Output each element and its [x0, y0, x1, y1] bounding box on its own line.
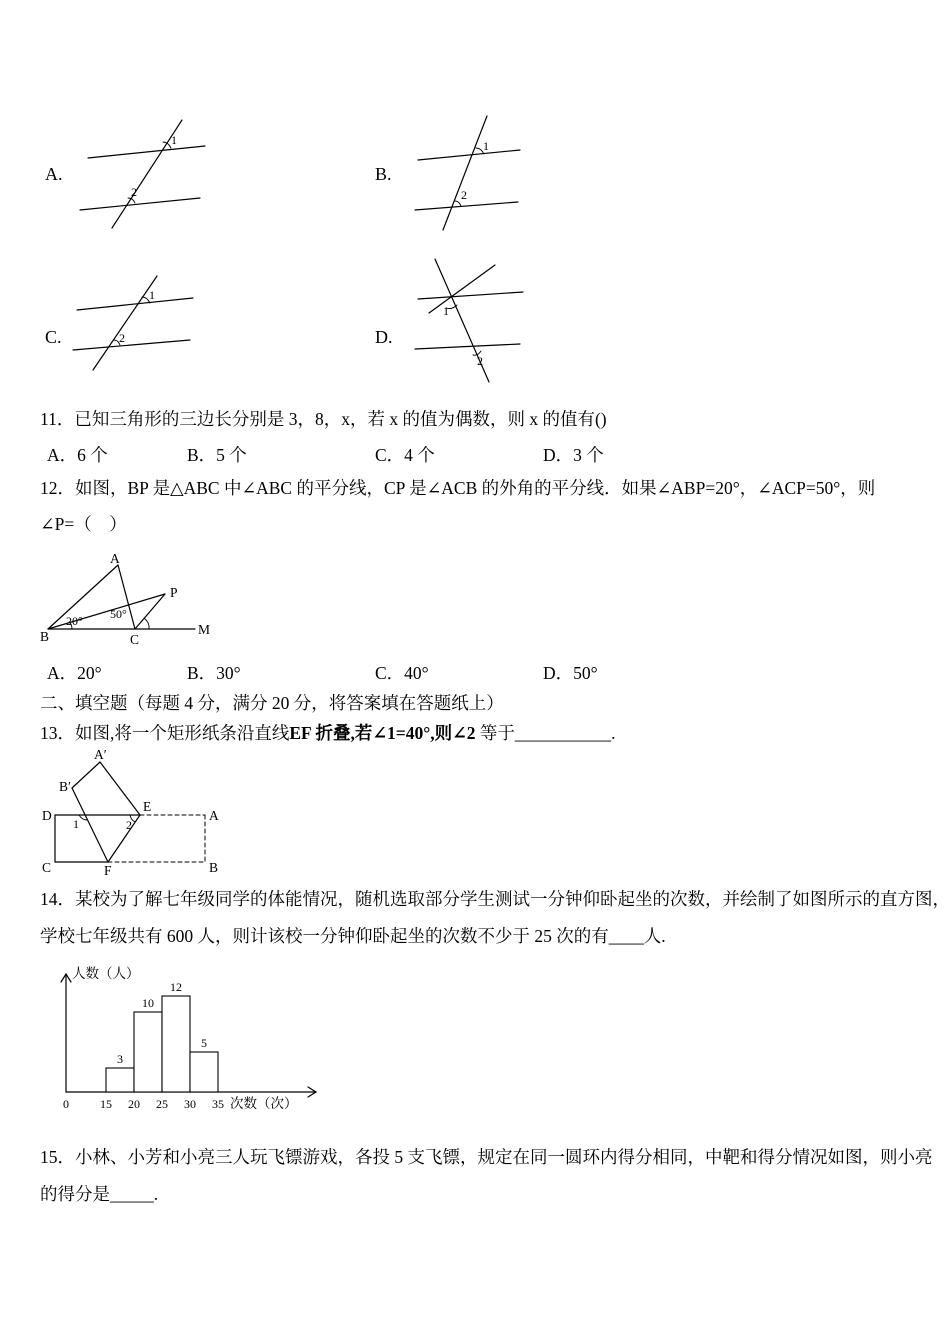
q13-flap-edge-EAprime [100, 762, 140, 815]
q12-option-c: C．40° [375, 663, 429, 683]
fig-d-lower-line [415, 344, 520, 349]
q11-option-c: C．4 个 [375, 445, 435, 465]
fig-c-transversal [93, 276, 157, 370]
q13-angle2-label: 2 [126, 818, 132, 832]
fig-a-upper-line [88, 146, 205, 158]
q13-label-E: E [143, 799, 152, 814]
q13-stem-prefix: 13．如图,将一个矩形纸条沿直线 [40, 723, 290, 743]
histogram-x-tick: 20 [128, 1097, 140, 1111]
question-12-figure [40, 552, 240, 660]
histogram-bar [106, 1068, 134, 1092]
question-13-stem [40, 722, 616, 746]
figure-option-label-c: C. [45, 327, 62, 347]
fig-a-lower-line [80, 198, 200, 210]
fig-d-angle1-label: 1 [443, 304, 449, 318]
question-12-options [0, 662, 950, 688]
histogram-bar-value: 10 [142, 996, 154, 1010]
fig-c-angle1-label: 1 [149, 288, 155, 302]
fig-c-lower-line [73, 340, 190, 350]
question-14-stem-line-2: 学校七年级共有 600 人，则计该校一分钟仰卧起坐的次数不少于 25 次的有____人. [40, 926, 666, 946]
q12-bisector-CP [135, 594, 165, 629]
histogram-bar [162, 996, 190, 1092]
question-12-stem-line-2: ∠P=（ ） [40, 514, 127, 534]
question-11-options [0, 444, 950, 470]
q12-angle-c-value: 50° [110, 607, 127, 621]
histogram-x-axis-label: 次数（次） [230, 1096, 298, 1111]
histogram-x-tick: 25 [156, 1097, 168, 1111]
fig-b-angle2-label: 2 [461, 188, 467, 202]
question-14-histogram [48, 960, 358, 1125]
histogram-x-tick: 15 [100, 1097, 112, 1111]
question-15-stem-line-2: 的得分是_____. [40, 1184, 159, 1204]
question-14-stem-line-1: 14．某校为了解七年级同学的体能情况，随机选取部分学生测试一分钟仰卧起坐的次数，并绘制了如图所示的直方图， [40, 889, 950, 909]
histogram-y-axis-label: 人数（人） [72, 966, 140, 981]
q13-stem-bold: EF 折叠,若∠1=40°,则∠2 [289, 723, 480, 743]
figure-option-d [405, 255, 575, 395]
q13-label-C: C [42, 860, 52, 875]
q13-label-D: D [42, 808, 52, 823]
fig-b-angle1-label: 1 [483, 139, 489, 153]
figure-option-c [70, 266, 240, 391]
q13-label-B: B [209, 860, 219, 875]
q11-option-a: A．6 个 [47, 445, 108, 465]
q13-flap-edge-AprimeBprime [72, 762, 100, 788]
figure-option-label-a: A. [45, 164, 63, 184]
q12-angle-b-value: 20° [66, 614, 83, 628]
q12-option-a: A．20° [47, 663, 102, 683]
fig-c-angle2-label: 2 [119, 331, 125, 345]
q12-option-d: D．50° [543, 663, 598, 683]
q13-angle1-label: 1 [73, 817, 79, 831]
question-12-stem-line-1: 12．如图，BP 是△ABC 中∠ABC 的平分线，CP 是∠ACB 的外角的平分线．如果∠ABP=20°，∠ACP=50°，则 [40, 478, 876, 498]
q13-label-A-prime: A′ [94, 747, 107, 762]
q12-label-M: M [198, 622, 211, 637]
q13-label-B-prime: B′ [59, 779, 71, 794]
fig-a-angle1-label: 1 [171, 133, 177, 147]
fig-d-angle2-label: 2 [477, 354, 483, 368]
q13-stem-suffix: 等于___________. [479, 723, 616, 743]
fig-d-upper-line [418, 292, 523, 299]
q12-label-C: C [130, 632, 140, 647]
question-15-stem-line-1: 15．小林、小芳和小亮三人玩飞镖游戏，各投 5 支飞镖，规定在同一圆环内得分相同，中靶和得分情况如图，则小亮 [40, 1147, 933, 1167]
histogram-bar [134, 1012, 162, 1092]
question-13-figure [40, 748, 235, 883]
histogram-bar-value: 5 [201, 1036, 207, 1050]
q12-side-BA [48, 565, 118, 629]
figure-option-b [405, 106, 575, 236]
histogram-x-tick: 30 [184, 1097, 196, 1111]
figure-option-label-b: B. [375, 164, 392, 184]
q12-angle-c-arc [144, 618, 149, 629]
histogram-x-tick: 0 [63, 1097, 69, 1111]
histogram-bar [190, 1052, 218, 1092]
q12-label-P: P [170, 585, 178, 600]
question-11-stem: 11．已知三角形的三边长分别是 3，8，x，若 x 的值为偶数，则 x 的值有() [40, 409, 607, 429]
histogram-x-tick: 35 [212, 1097, 224, 1111]
q12-option-b: B．30° [187, 663, 241, 683]
q11-option-d: D．3 个 [543, 445, 604, 465]
histogram-bar-value: 3 [117, 1052, 123, 1066]
fig-b-lower-line [415, 202, 518, 210]
figure-option-a [75, 106, 245, 236]
q13-label-A: A [209, 808, 219, 823]
figure-option-label-d: D. [375, 327, 393, 347]
fig-b-upper-line [418, 150, 520, 160]
q13-label-F: F [104, 863, 112, 878]
fig-d-second-segment [429, 265, 495, 313]
section-2-header: 二、填空题（每题 4 分，满分 20 分，将答案填在答题纸上） [40, 693, 504, 713]
q12-label-A: A [110, 551, 120, 566]
fig-a-angle2-label: 2 [131, 185, 137, 199]
q11-option-b: B．5 个 [187, 445, 247, 465]
fig-b-transversal [443, 116, 487, 230]
histogram-bar-value: 12 [170, 980, 182, 994]
q12-label-B: B [40, 629, 50, 644]
